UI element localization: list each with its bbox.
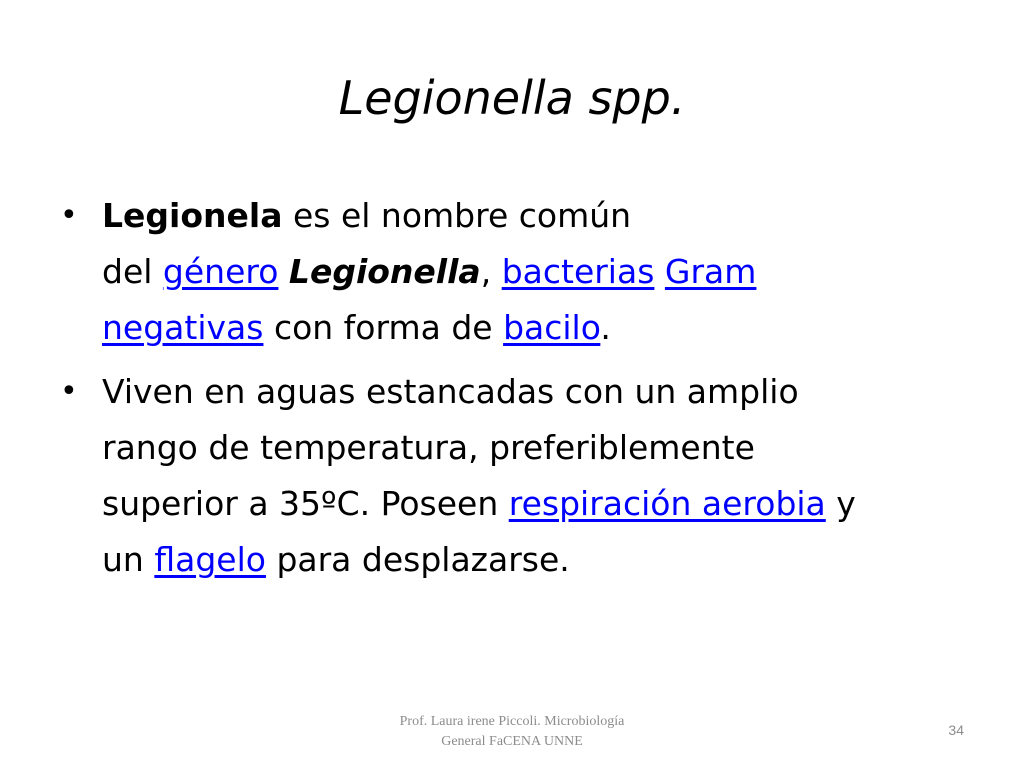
footer-line-1: Prof. Laura irene Piccoli. Microbiología xyxy=(399,714,625,729)
text-segment: superior a 35ºC. Poseen xyxy=(102,484,509,523)
link-flagelo[interactable]: flagelo xyxy=(154,540,266,579)
link-gram-negativas-cont[interactable]: negativas xyxy=(102,308,264,347)
text-segment: es el nombre común xyxy=(282,196,632,235)
text-segment: , xyxy=(480,252,502,291)
text-line: Viven en aguas estancadas con un amplio xyxy=(102,372,799,411)
text-segment xyxy=(278,252,289,291)
text-segment: con forma de xyxy=(263,308,504,347)
text-segment: . xyxy=(600,308,611,347)
text-segment: para desplazarse. xyxy=(265,540,570,579)
text-segment: del xyxy=(102,252,163,291)
text-line: rango de temperatura, preferiblemente xyxy=(102,428,755,467)
text-segment: un xyxy=(102,540,155,579)
footer xyxy=(340,712,684,752)
bullet-item-2 xyxy=(60,364,960,588)
text-segment xyxy=(654,252,665,291)
bullet-icon: • xyxy=(60,374,78,409)
bullet-item-1 xyxy=(60,188,960,356)
term-legionella: Legionella xyxy=(288,252,481,291)
link-respiracion-aerobia[interactable]: respiración aerobia xyxy=(508,484,826,523)
slide-title: Legionella spp. xyxy=(338,71,686,125)
link-gram-negativas[interactable]: Gram xyxy=(664,252,757,291)
text-segment: y xyxy=(825,484,856,523)
link-genero[interactable]: género xyxy=(162,252,279,291)
link-bacilo[interactable]: bacilo xyxy=(503,308,601,347)
term-legionela: Legionela xyxy=(102,196,283,235)
link-bacterias[interactable]: bacterias xyxy=(501,252,655,291)
page-number: 34 xyxy=(948,722,964,738)
footer-line-2: General FaCENA UNNE xyxy=(441,734,583,749)
bullet-icon: • xyxy=(60,198,78,233)
bullet-list xyxy=(60,188,960,596)
